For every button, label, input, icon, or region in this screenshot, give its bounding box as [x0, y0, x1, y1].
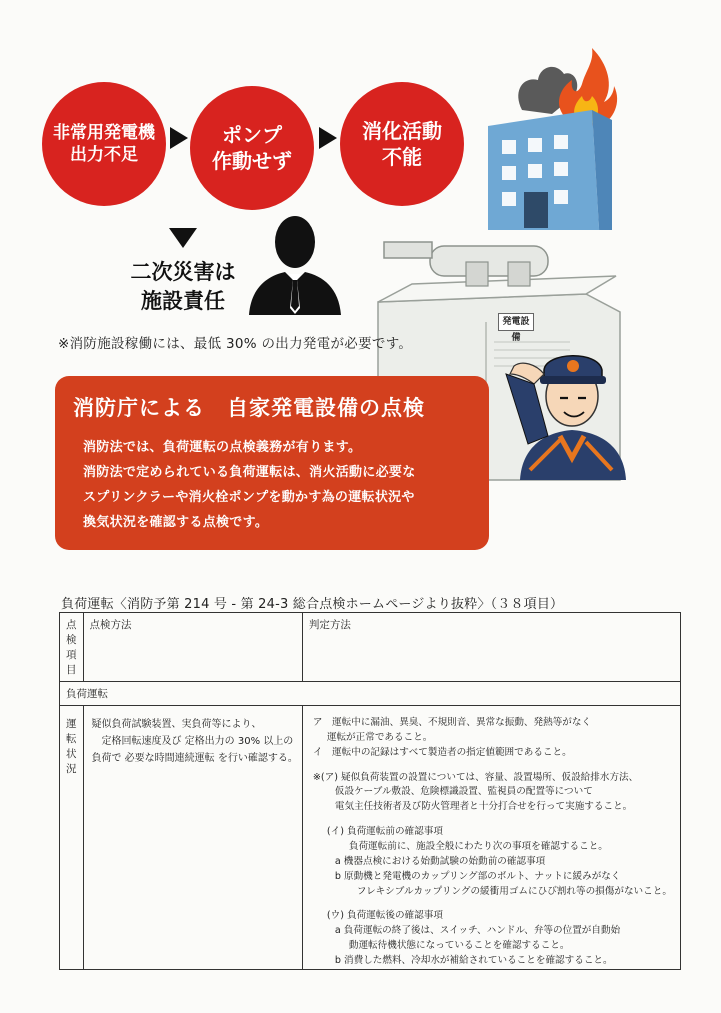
judge-line: ア 運転中に漏油、異臭、不規則音、異常な振動、発熱等がなく [312, 717, 592, 728]
judgement-cell [302, 706, 680, 970]
header-item: 点検項目 [60, 613, 84, 682]
method-line: 定格回転速度及び 定格出力の 30% 以上の [91, 736, 294, 747]
building-fire-icon [482, 40, 622, 230]
section-label: 負荷運転 [60, 682, 681, 706]
flow-step-pump [190, 86, 314, 210]
flow-step-2-line-1: ポンプ [222, 123, 282, 147]
flow-step-1-line-1: 非常用発電機 [53, 122, 155, 143]
judge-line: a 機器点検における始動試験の始動前の確認事項 [334, 855, 546, 867]
judge-line: b 消費した燃料、冷却水が補給されていることを確認すること。 [334, 955, 613, 967]
inspection-text-line: 消防法では、負荷運転の点検義務が有ります。 [83, 440, 362, 455]
judge-line: 運転が正常であること。 [326, 731, 433, 743]
judge-line: (イ) 負荷運転前の確認事項 [326, 826, 443, 838]
flow-step-1-line-2: 出力不足 [70, 145, 138, 165]
generator-sign: 発電設備 [498, 313, 534, 331]
judge-line: 仮設ケーブル敷設、危険標識設置、監視員の配置等について [334, 786, 593, 798]
table-caption: 負荷運転〈消防予第 214 号 - 第 24-3 総合点検ホームページより抜粋〉（３８項目） [61, 597, 564, 612]
flow-step-firefighting [340, 82, 464, 206]
method-line: 疑似負荷試験装置、実負荷等により、 [91, 719, 262, 730]
firefighter-saluting-illustration [500, 340, 645, 480]
judge-line: a 負荷運転の終了後は、スイッチ、ハンドル、弁等の位置が自動始 [334, 925, 621, 937]
judge-line: 負荷運転前に、施設全般にわたり次の事項を確認すること。 [348, 841, 608, 853]
load-operation-check-table [59, 612, 681, 970]
header-method: 点検方法 [83, 613, 302, 682]
flow-step-2-line-2: 作動せず [212, 149, 292, 173]
method-line: 負荷で 必要な時間連続運転 を行い確認する。 [91, 753, 298, 764]
judge-line: 動運転待機状態になっていることを確認すること。 [348, 940, 570, 952]
flow-step-3-line-2: 不能 [382, 145, 422, 169]
arrow-down-icon [169, 228, 197, 248]
flow-step-3-line-1: 消化活動 [362, 119, 442, 143]
judge-line: 電気主任技術者及び防火管理者と十分打合せを行って実施すること。 [334, 801, 633, 813]
person-silhouette-icon [245, 210, 345, 315]
flow-step-generator-output [42, 82, 166, 206]
inspection-text-line: 消防法で定められている負荷運転は、消火活動に必要な [83, 465, 416, 480]
secondary-disaster-text [128, 258, 238, 317]
secondary-line-1: 二次災害は [130, 260, 236, 284]
inspection-text-line: スプリンクラーや消火栓ポンプを動かす為の運転状況や [83, 490, 415, 505]
item-cell: 運転状況 [60, 706, 84, 970]
inspection-heading: 消防庁による 自家発電設備の点検 [73, 396, 425, 420]
arrow-right-icon [170, 127, 188, 149]
inspection-text-line: 換気状況を確認する点検です。 [83, 515, 269, 530]
table-section-row [60, 682, 681, 706]
header-judgement: 判定方法 [302, 613, 680, 682]
judge-line: b 原動機と発電機のカップリング部のボルト、ナットに緩みがなく [334, 870, 621, 882]
method-cell [83, 706, 302, 970]
judge-line: フレキシブルカップリングの緩衝用ゴムにひび割れ等の損傷がないこと。 [356, 885, 672, 897]
judge-line: ※(ア) 疑似負荷装置の設置については、容量、設置場所、仮設給排水方法、 [312, 771, 639, 783]
secondary-line-2: 施設責任 [141, 289, 225, 314]
judge-line: イ 運転中の記録はすべて製造者の指定値範囲であること。 [312, 746, 572, 758]
table-header-row [60, 613, 681, 682]
table-row [60, 706, 681, 970]
arrow-right-icon [319, 127, 337, 149]
judge-line: (ウ) 負荷運転後の確認事項 [326, 910, 443, 922]
fire-agency-inspection-box [55, 376, 489, 550]
output-requirement-note: ※消防施設稼働には、最低 30% の出力発電が必要です。 [58, 336, 413, 352]
